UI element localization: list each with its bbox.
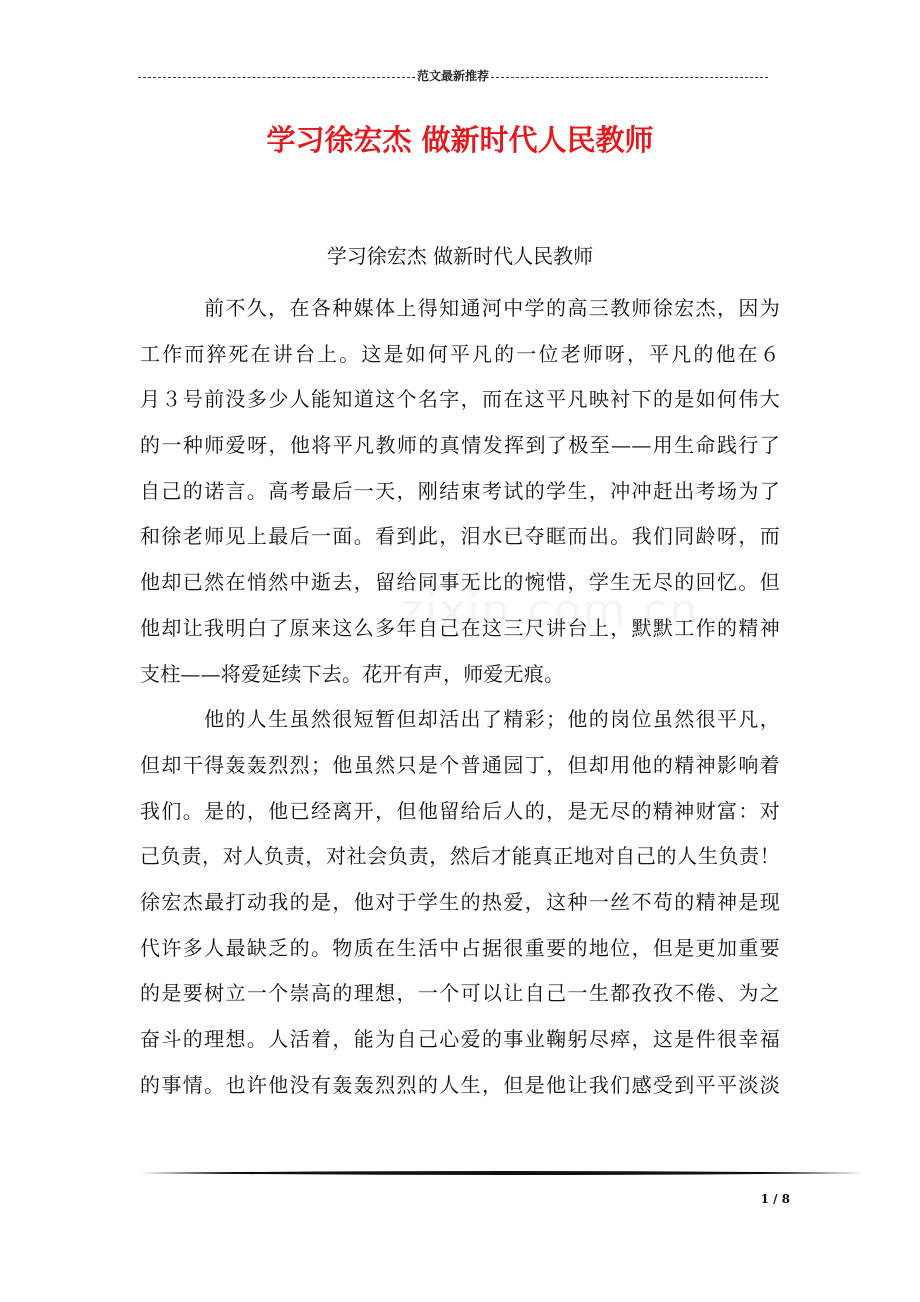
header-dash-left bbox=[138, 77, 415, 78]
document-subtitle: 学习徐宏杰 做新时代人民教师 bbox=[326, 244, 594, 268]
body-line: 我们。是的，他已经离开，但他留给后人的，是无尽的精神财富：对 bbox=[140, 798, 780, 823]
body-line: 他的人生虽然很短暂但却活出了精彩；他的岗位虽然很平凡， bbox=[204, 707, 780, 732]
body-line: 奋斗的理想。人活着，能为自己心爱的事业鞠躬尽瘁，这是件很幸福 bbox=[140, 1027, 780, 1051]
body-line: 的是要树立一个崇高的理想，一个可以让自己一生都孜孜不倦、为之 bbox=[140, 981, 780, 1006]
body-line: 他却已然在悄然中逝去，留给同事无比的惋惜，学生无尽的回忆。但 bbox=[140, 570, 780, 595]
header-label: 范文最新推荐 bbox=[417, 69, 490, 83]
body-line: 的事情。也许他没有轰轰烈烈的人生，但是他让我们感受到平平淡淡 bbox=[140, 1072, 780, 1097]
body-line: 但却干得轰轰烈烈；他虽然只是个普通园丁，但却用他的精神影响着 bbox=[140, 752, 780, 777]
page-number: 1 / 8 bbox=[760, 1192, 790, 1206]
page-header bbox=[138, 68, 768, 84]
body-line: 和徐老师见上最后一面。看到此，泪水已夺眶而出。我们同龄呀，而 bbox=[140, 524, 780, 549]
footer-divider bbox=[140, 1170, 864, 1176]
body-line: 前不久，在各种媒体上得知通河中学的高三教师徐宏杰，因为 bbox=[204, 296, 780, 320]
body-line: 工作而猝死在讲台上。这是如何平凡的一位老师呀，平凡的他在６ bbox=[140, 341, 780, 366]
body-line: 月３号前没多少人能知道这个名字，而在这平凡映衬下的是如何伟大 bbox=[140, 387, 780, 412]
header-dash-right bbox=[491, 77, 768, 78]
document-body bbox=[140, 286, 780, 1108]
body-line: 他却让我明白了原来这么多年自己在这三尺讲台上，默默工作的精神 bbox=[140, 615, 780, 640]
body-line: 支柱——将爱延续下去。花开有声，师爱无痕。 bbox=[140, 661, 565, 686]
document-title: 学习徐宏杰 做新时代人民教师 bbox=[266, 123, 654, 157]
body-line: 徐宏杰最打动我的是，他对于学生的热爱，这种一丝不苟的精神是现 bbox=[140, 889, 780, 914]
body-line: 己负责，对人负责，对社会负责，然后才能真正地对自己的人生负责！ bbox=[140, 844, 780, 869]
body-line: 的一种师爱呀，他将平凡教师的真情发挥到了极至——用生命践行了 bbox=[140, 433, 780, 458]
body-line: 代许多人最缺乏的。物质在生活中占据很重要的地位，但是更加重要 bbox=[140, 935, 780, 960]
body-line: 自己的诺言。高考最后一天，刚结束考试的学生，冲冲赶出考场为了 bbox=[140, 478, 780, 503]
